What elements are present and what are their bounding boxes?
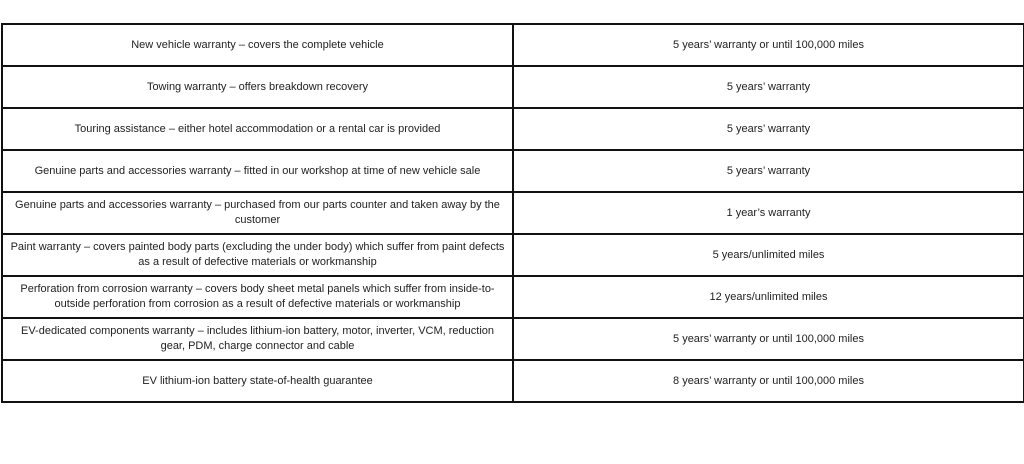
coverage-cell: EV lithium-ion battery state-of-health guarantee (2, 360, 513, 402)
coverage-cell: EV-dedicated components warranty – includes lithium-ion battery, motor, inverter, VCM, reduction gear, PDM, charge connector and cable (2, 318, 513, 360)
term-cell: 5 years’ warranty or until 100,000 miles (513, 24, 1024, 66)
table-row (2, 24, 1024, 66)
term-cell: 5 years’ warranty (513, 150, 1024, 192)
term-cell: 8 years’ warranty or until 100,000 miles (513, 360, 1024, 402)
coverage-cell: Touring assistance – either hotel accommodation or a rental car is provided (2, 108, 513, 150)
table-row (2, 276, 1024, 318)
coverage-cell: Perforation from corrosion warranty – covers body sheet metal panels which suffer from inside-to-outside perforation from corrosion as a result of defective materials or workmanship (2, 276, 513, 318)
term-cell: 5 years’ warranty (513, 108, 1024, 150)
table-row (2, 108, 1024, 150)
table-row (2, 234, 1024, 276)
table-row (2, 360, 1024, 402)
coverage-cell: Genuine parts and accessories warranty – purchased from our parts counter and taken away by the customer (2, 192, 513, 234)
warranty-table (1, 23, 1024, 403)
coverage-cell: Paint warranty – covers painted body parts (excluding the under body) which suffer from paint defects as a result of defective materials or workmanship (2, 234, 513, 276)
table-row (2, 150, 1024, 192)
table-row (2, 192, 1024, 234)
table-row (2, 318, 1024, 360)
coverage-cell: Towing warranty – offers breakdown recovery (2, 66, 513, 108)
term-cell: 5 years’ warranty or until 100,000 miles (513, 318, 1024, 360)
term-cell: 5 years/unlimited miles (513, 234, 1024, 276)
term-cell: 12 years/unlimited miles (513, 276, 1024, 318)
term-cell: 1 year’s warranty (513, 192, 1024, 234)
coverage-cell: New vehicle warranty – covers the complete vehicle (2, 24, 513, 66)
table-row (2, 66, 1024, 108)
term-cell: 5 years’ warranty (513, 66, 1024, 108)
coverage-cell: Genuine parts and accessories warranty – fitted in our workshop at time of new vehicle sale (2, 150, 513, 192)
